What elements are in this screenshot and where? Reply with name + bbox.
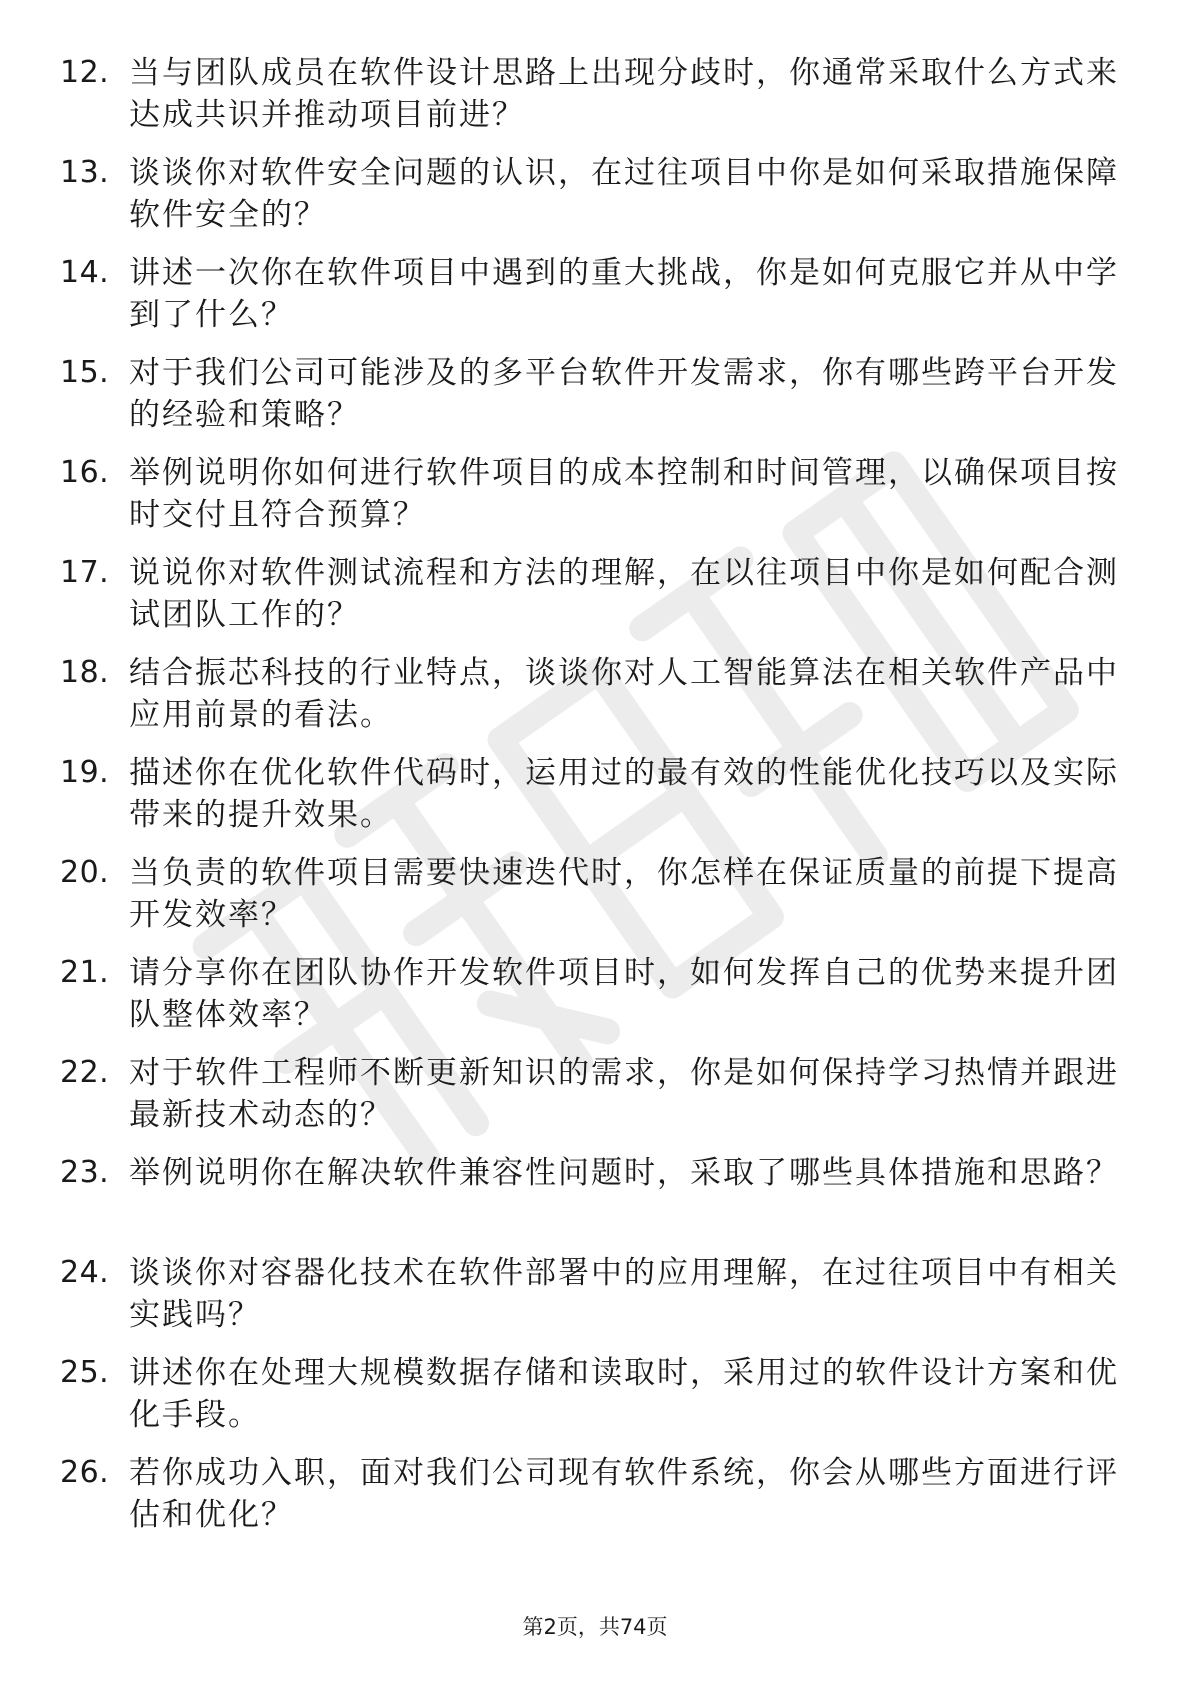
question-text: 描述你在优化软件代码时，运用过的最有效的性能优化技巧以及实际带来的提升效果。 xyxy=(129,755,1119,833)
question-item-26 xyxy=(0,1452,1190,1552)
question-item-24 xyxy=(0,1252,1190,1352)
question-number: 13. xyxy=(60,155,110,190)
question-text: 举例说明你在解决软件兼容性问题时，采取了哪些具体措施和思路？ xyxy=(129,1155,1119,1191)
question-text: 谈谈你对软件安全问题的认识，在过往项目中你是如何采取措施保障软件安全的？ xyxy=(129,155,1119,233)
question-text: 说说你对软件测试流程和方法的理解，在以往项目中你是如何配合测试团队工作的？ xyxy=(129,555,1119,633)
question-item-25 xyxy=(0,1352,1190,1452)
question-text: 讲述一次你在软件项目中遇到的重大挑战，你是如何克服它并从中学到了什么？ xyxy=(129,255,1119,333)
question-list xyxy=(0,52,1190,1552)
question-number: 21. xyxy=(60,955,110,990)
question-item-23 xyxy=(0,1152,1190,1252)
question-text: 对于我们公司可能涉及的多平台软件开发需求，你有哪些跨平台开发的经验和策略？ xyxy=(129,355,1119,433)
question-item-22 xyxy=(0,1052,1190,1152)
question-text: 请分享你在团队协作开发软件项目时，如何发挥自己的优势来提升团队整体效率？ xyxy=(129,955,1119,1033)
question-text: 举例说明你如何进行软件项目的成本控制和时间管理，以确保项目按时交付且符合预算？ xyxy=(129,455,1119,533)
question-number: 19. xyxy=(60,755,110,790)
question-item-12 xyxy=(0,52,1190,152)
question-number: 25. xyxy=(60,1355,110,1390)
question-text: 当负责的软件项目需要快速迭代时，你怎样在保证质量的前提下提高开发效率？ xyxy=(129,855,1119,933)
question-number: 16. xyxy=(60,455,110,490)
question-number: 12. xyxy=(60,55,110,90)
question-item-14 xyxy=(0,252,1190,352)
question-item-16 xyxy=(0,452,1190,552)
question-item-19 xyxy=(0,752,1190,852)
question-item-18 xyxy=(0,652,1190,752)
question-number: 20. xyxy=(60,855,110,890)
question-number: 18. xyxy=(60,655,110,690)
page-number: 第2页，共74页 xyxy=(522,1615,668,1639)
question-item-17 xyxy=(0,552,1190,652)
question-number: 15. xyxy=(60,355,110,390)
question-text: 谈谈你对容器化技术在软件部署中的应用理解，在过往项目中有相关实践吗？ xyxy=(129,1255,1119,1333)
question-number: 26. xyxy=(60,1455,110,1490)
question-number: 17. xyxy=(60,555,110,590)
question-text: 讲述你在处理大规模数据存储和读取时，采用过的软件设计方案和优化手段。 xyxy=(129,1355,1119,1433)
question-number: 22. xyxy=(60,1055,110,1090)
question-number: 23. xyxy=(60,1155,110,1190)
question-item-15 xyxy=(0,352,1190,452)
question-text: 当与团队成员在软件设计思路上出现分歧时，你通常采取什么方式来达成共识并推动项目前进？ xyxy=(129,55,1119,133)
question-number: 24. xyxy=(60,1255,110,1290)
question-item-20 xyxy=(0,852,1190,952)
question-text: 结合振芯科技的行业特点，谈谈你对人工智能算法在相关软件产品中应用前景的看法。 xyxy=(129,655,1119,733)
question-text: 若你成功入职，面对我们公司现有软件系统，你会从哪些方面进行评估和优化？ xyxy=(129,1455,1119,1533)
question-text: 对于软件工程师不断更新知识的需求，你是如何保持学习热情并跟进最新技术动态的？ xyxy=(129,1055,1119,1133)
question-item-13 xyxy=(0,152,1190,252)
question-number: 14. xyxy=(60,255,110,290)
question-item-21 xyxy=(0,952,1190,1052)
